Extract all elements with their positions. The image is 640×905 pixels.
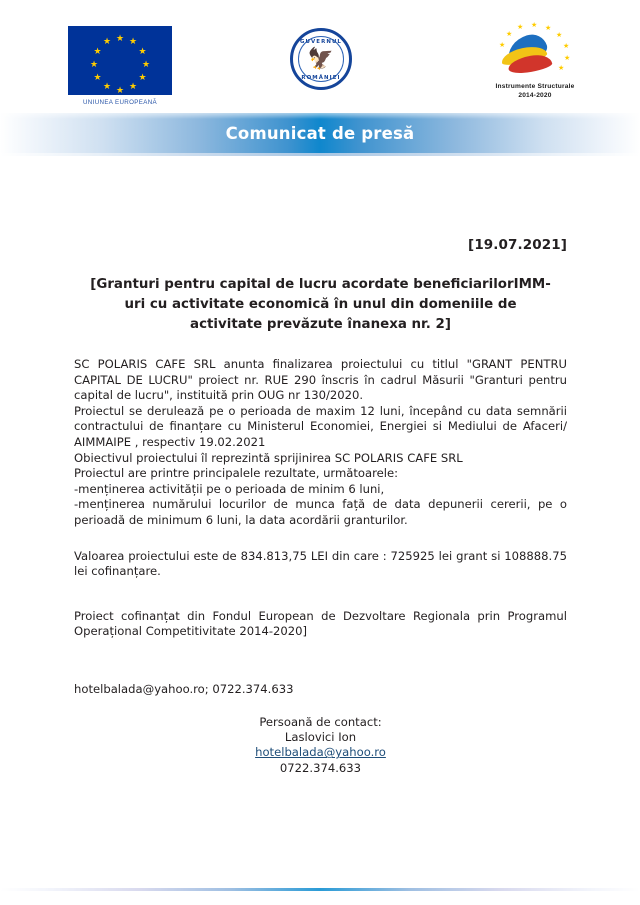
paragraph-results-intro: Proiectul are printre principalele rezultate, următoarele: <box>74 466 399 481</box>
paragraph-cofinancing: Proiect cofinanțat din Fondul European de Dezvoltare Regionala prin Programul Operațional Competitivitate 2014-2020] <box>74 608 567 639</box>
document-date: [19.07.2021] <box>468 237 567 253</box>
structural-instruments-icon: ★ ★ ★ ★ ★ ★ ★ ★ ★ <box>487 24 583 82</box>
document-title-line-2: uri cu activitate economică în unul din domeniile de <box>124 297 517 312</box>
document-content <box>74 357 567 698</box>
spacer <box>74 669 567 682</box>
structural-instruments-logo <box>487 21 583 100</box>
government-seal-icon <box>290 28 352 90</box>
document-title-line-3: activitate prevăzute înanexa nr. 2] <box>190 317 451 332</box>
document-title <box>74 275 567 335</box>
eu-logo-caption: UNIUNEA EUROPEANĂ <box>82 99 158 106</box>
paragraph-project-duration: Proiectul se derulează pe o perioada de maxim 12 luni, începând cu data semnării contractului de finanțare cu Ministerul Economiei, Energiei si Mediului de Afaceri/ AIMMAIPE , respectiv 19.02.2021 <box>74 403 567 449</box>
structural-logo-caption-line1: Instrumente Structurale <box>495 83 575 90</box>
banner-background <box>0 113 640 153</box>
spacer <box>74 640 567 669</box>
contact-phone: 0722.374.633 <box>279 760 362 775</box>
contact-person-name: Laslovici Ion <box>284 729 357 744</box>
contact-email-link[interactable]: hotelbalada@yahoo.ro <box>255 745 386 760</box>
inline-contact-line: hotelbalada@yahoo.ro; 0722.374.633 <box>74 681 294 696</box>
eagle-icon: 🦅 <box>307 46 335 71</box>
eu-flag-icon: ★ ★ ★ ★ ★ ★ ★ ★ ★ ★ ★ ★ <box>68 26 172 95</box>
romanian-government-logo <box>290 28 352 90</box>
paragraph-project-objective: Obiectivul proiectului îl reprezintă sprijinirea SC POLARIS CAFE SRL <box>74 450 463 465</box>
paragraph-project-announcement: SC POLARIS CAFE SRL anunta finalizarea proiectului cu titlul "GRANT PENTRU CAPITAL DE LUCRU" proiect nr. RUE 290 înscris în cadrul Măsurii "Granturi pentru capital de lucru", instituită prin OUG nr 130/2020. <box>74 357 567 403</box>
eu-logo <box>68 26 172 106</box>
footer-rule <box>0 888 640 891</box>
list-item-result-1: -menținerea activității pe o perioada de minim 6 luni, <box>74 481 385 496</box>
contact-block <box>74 715 567 777</box>
banner-title: Comunicat de presă <box>225 123 415 143</box>
seal-ring-top-text: GUVERNUL <box>300 38 342 45</box>
document-body <box>0 237 640 776</box>
spacer <box>74 529 567 549</box>
logo-header-strip <box>0 0 640 108</box>
paragraph-project-value: Valoarea proiectului este de 834.813,75 LEI din care : 725925 lei grant si 108888.75 lei cofinanțare. <box>74 548 567 579</box>
contact-label: Persoană de contact: <box>259 714 382 729</box>
spacer <box>74 580 567 609</box>
press-release-banner <box>0 113 640 159</box>
document-title-line-1: [Granturi pentru capital de lucru acordate beneficiarilorIMM- <box>90 277 551 292</box>
banner-underline-rule <box>0 153 640 156</box>
structural-logo-caption-line2: 2014-2020 <box>518 92 552 99</box>
seal-ring-bottom-text: ROMÂNIEI <box>301 74 341 81</box>
list-item-result-2: -menținerea numărului locurilor de munca față de data depunerii cererii, pe o perioadă de minimum 6 luni, la data acordării granturilor. <box>74 497 567 527</box>
